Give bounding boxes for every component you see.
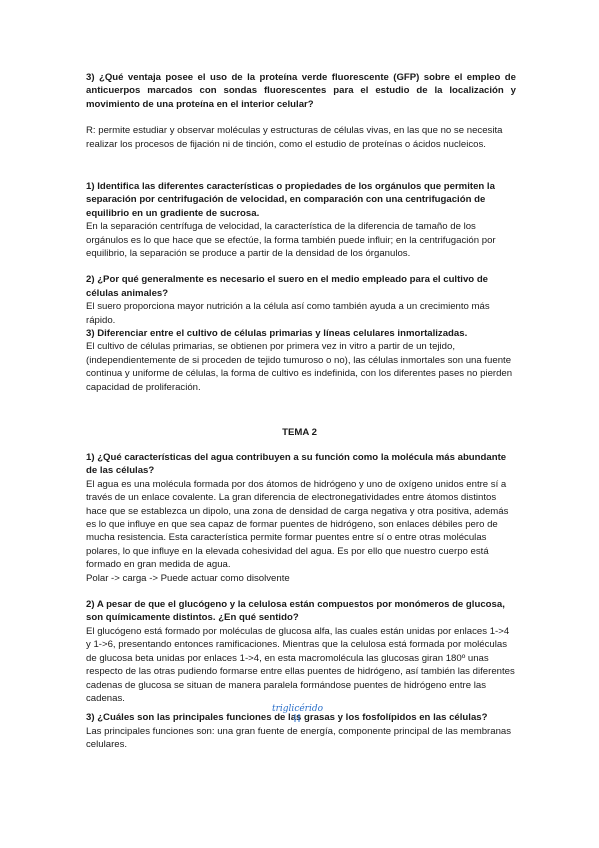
section-heading-tema-2: TEMA 2 (282, 427, 317, 438)
question-3: 3) Diferenciar entre el cultivo de células primarias y líneas celulares inmortalizadas. (86, 328, 468, 340)
gfp-section (86, 71, 516, 151)
tema2-question-2: 2) A pesar de que el glucógeno y la celulosa están compuestos por monómeros de glucosa, son químicamente distintos. ¿En qué sentido? (86, 599, 505, 624)
handwritten-annotation: triglicérido (272, 704, 324, 714)
tema2-answer-1-note: Polar -> carga -> Puede actuar como disolvente (86, 572, 290, 584)
gfp-answer: R: permite estudiar y observar moléculas y estructuras de células vivas, en las que no se necesita realizar los procesos de fijación ni de tinción, como el estudio de proteínas o ácidos nucleicos. (86, 125, 503, 150)
tema2-question-1: 1) ¿Qué características del agua contribuyen a su función como la molécula más abundante de las células? (86, 452, 507, 477)
question-2: 2) ¿Por qué generalmente es necesario el suero en el medio empleado para el cultivo de células animales? (86, 274, 489, 299)
tema2-answer-3: Las principales funciones son: una gran fuente de energía, componente principal de las membranas celulares. (86, 725, 512, 751)
tema2-answer-1: El agua es una molécula formada por dos átomos de hidrógeno y uno de oxígeno unidos entre sí a través de un enlace covalente. La gran diferencia de electronegatividades entre átomos distintos hace que se establezca un dipolo, una zona de densidad de carga negativa y otra positiva, además es lo que influye en que sea capaz de formar puentes de hidrógeno, son enlaces débiles pero de mucha resistencia. Esta característica permite formar puentes entre sí o entre otras moléculas polares, lo que influye en la elevada cohesividad del agua. Es por ello que nuestro cuerpo está formado en gran medida de agua. (86, 478, 509, 571)
answer-3: El cultivo de células primarias, se obtienen por primera vez in vitro a partir de un tejido,(independientemente de si proceden de tejido tumuroso o no), las células inmortales son una fuente continua y uniforme de células, la forma de cultivo es indefinida, con los diferentes pases no pierden capacidad de proliferación. (86, 341, 513, 393)
question-1: 1) Identifica las diferentes características o propiedades de los orgánulos que permiten la separación por centrifugación de velocidad, en comparación con una centrifugación de equilibrio en un gradiente de sucrosa. (86, 181, 495, 219)
tema1-section (86, 180, 516, 394)
answer-2: El suero proporciona mayor nutrición a la célula así como también ayuda a un crecimiento más rápido. (86, 301, 490, 326)
insertion-mark-icon (292, 714, 304, 722)
tema2-answer-2: El glucógeno está formado por moléculas de glucosa alfa, las cuales están unidas por enlaces 1->4 y 1->6, presentando entonces ramificaciones. Mientras que la celulosa está formada por moléculas de glucosa beta unidas por enlaces 1->4, en esta macromolécula las glucosas giran 180º unas respecto de las otras pudiendo formarse entre ellas puentes de hidrógeno, así también las diferentes cadenas de glucosa se situan de manera paralela formándose puentes de hidrógeno entre las cadenas. (86, 625, 515, 704)
answer-1: En la separación centrífuga de velocidad, la característica de la diferencia de tamaño de los orgánulos es lo que hace que se efectúe, la forma también puede influir; en la centrifugación por equilibrio, la separación se produce a partir de la densidad de los órganulos. (86, 221, 496, 260)
gfp-question: 3) ¿Qué ventaja posee el uso de la proteína verde fluorescente (GFP) sobre el empleo de anticuerpos marcados con sondas fluorescentes para el estudio de la localización y movimiento de una proteína en el interior celular? (86, 72, 516, 110)
tema2-question-3: 3) ¿Cuáles son las principales funciones de las grasas y los fosfolípidos en las células? (86, 712, 488, 724)
